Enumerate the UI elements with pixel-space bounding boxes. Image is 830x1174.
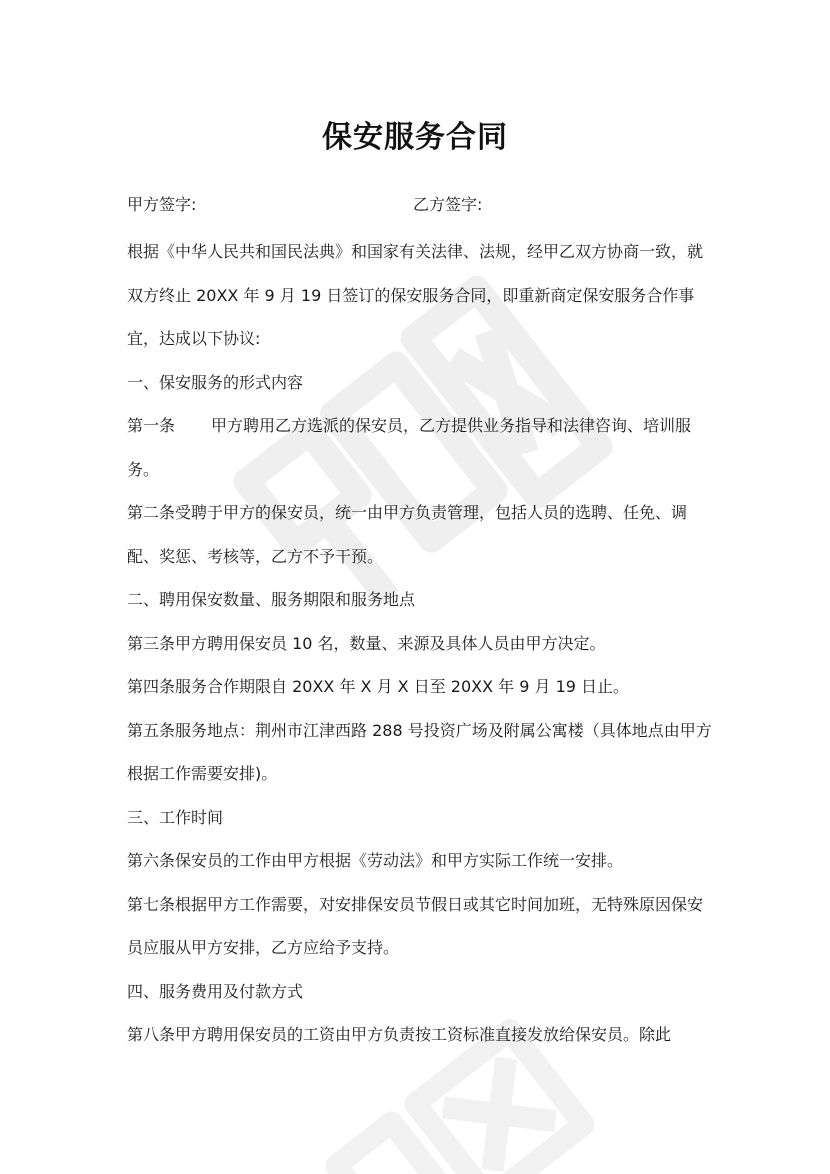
article-paragraph: 第四条服务合作期限自 20XX 年 X 月 X 日至 20XX 年 9 月 19 日止。 [127,677,630,696]
article-paragraph: 第八条甲方聘用保安员的工资由甲方负责按工资标准直接发放给保安员。除此 [127,1025,672,1044]
article-paragraph: 第七条根据甲方工作需要，对安排保安员节假日或其它时间加班，无特殊原因保安员应服从甲方安排，乙方应给予支持。 [127,894,704,957]
article-paragraph: 第三条甲方聘用保安员 10 名，数量、来源及具体人员由甲方决定。 [127,633,606,653]
article-paragraph [127,404,712,491]
article-text: 甲方聘用乙方选派的保安员，乙方提供业务指导和法律咨询、培训服务。 [127,416,692,479]
preamble-paragraph: 根据《中华人民共和国民法典》和国家有关法律、法规，经甲乙双方协商一致，就双方终止 20XX 年 9 月 19 日签订的保安服务合同，即重新商定保安服务合作事宜，达成以下协议: [127,242,704,348]
article-paragraph: 第六条保安员的工作由甲方根据《劳动法》和甲方实际工作统一安排。 [127,851,624,870]
document-title: 保安服务合同 [322,120,508,155]
contract-body [127,230,712,1057]
party-b-signature-label: 乙方签字: [413,195,483,214]
section-heading: 一、保安服务的形式内容 [127,372,304,392]
party-a-signature-label: 甲方签字: [127,195,197,214]
section-heading: 三、工作时间 [127,807,224,827]
article-paragraph: 第二条受聘于甲方的保安员，统一由甲方负责管理，包括人员的选聘、任免、调配、奖惩、考核等，乙方不予干预。 [127,503,688,566]
article-paragraph: 第五条服务地点：荆州市江津西路 288 号投资广场及附属公寓楼（具体地点由甲方根据工作需要安排)。 [127,720,712,783]
section-heading: 二、聘用保安数量、服务期限和服务地点 [127,590,416,609]
section-heading: 四、服务费用及付款方式 [127,981,304,1001]
article-label: 第一条 [127,416,176,435]
